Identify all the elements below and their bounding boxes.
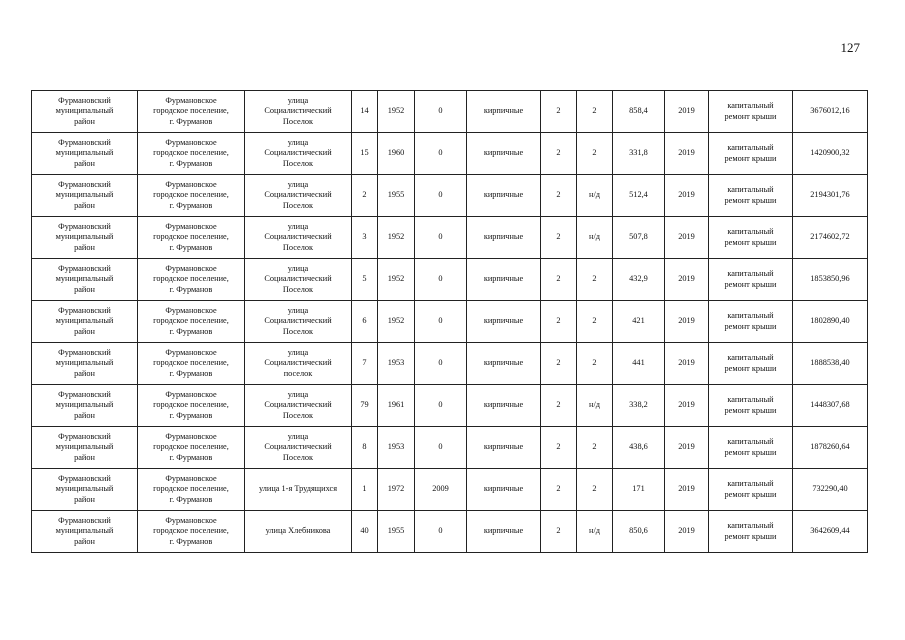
street-cell: улица Социалистический Поселок [245, 217, 352, 259]
floors-cell: 2 [541, 385, 577, 427]
cost-cell: 1888538,40 [793, 343, 868, 385]
wall-material-cell: кирпичные [467, 343, 541, 385]
area-cell: 432,9 [613, 259, 665, 301]
build-year-cell: 1952 [378, 217, 415, 259]
house-number-cell: 2 [352, 175, 378, 217]
area-cell: 171 [613, 469, 665, 511]
entrances-cell: 2 [577, 427, 613, 469]
entrances-cell: 2 [577, 343, 613, 385]
table-row [32, 301, 868, 343]
house-number-cell: 6 [352, 301, 378, 343]
renovation-year-cell: 0 [415, 259, 467, 301]
plan-year-cell: 2019 [665, 385, 709, 427]
plan-year-cell: 2019 [665, 427, 709, 469]
wall-material-cell: кирпичные [467, 301, 541, 343]
area-cell: 441 [613, 343, 665, 385]
wall-material-cell: кирпичные [467, 511, 541, 553]
settlement-cell: Фурмановское городское поселение, г. Фурманов [138, 511, 245, 553]
floors-cell: 2 [541, 469, 577, 511]
plan-year-cell: 2019 [665, 217, 709, 259]
plan-year-cell: 2019 [665, 175, 709, 217]
cost-cell: 1420900,32 [793, 133, 868, 175]
entrances-cell: н/д [577, 511, 613, 553]
wall-material-cell: кирпичные [467, 259, 541, 301]
table-row [32, 511, 868, 553]
housing-repair-table [31, 90, 868, 553]
build-year-cell: 1961 [378, 385, 415, 427]
plan-year-cell: 2019 [665, 301, 709, 343]
renovation-year-cell: 0 [415, 91, 467, 133]
district-cell: Фурмановский муниципальный район [32, 133, 138, 175]
work-type-cell: капитальный ремонт крыши [709, 343, 793, 385]
street-cell: улица Социалистический Поселок [245, 133, 352, 175]
street-cell: улица Социалистический Поселок [245, 427, 352, 469]
district-cell: Фурмановский муниципальный район [32, 427, 138, 469]
work-type-cell: капитальный ремонт крыши [709, 427, 793, 469]
table-row [32, 133, 868, 175]
floors-cell: 2 [541, 133, 577, 175]
cost-cell: 1802890,40 [793, 301, 868, 343]
work-type-cell: капитальный ремонт крыши [709, 469, 793, 511]
renovation-year-cell: 0 [415, 427, 467, 469]
entrances-cell: 2 [577, 259, 613, 301]
area-cell: 850,6 [613, 511, 665, 553]
wall-material-cell: кирпичные [467, 385, 541, 427]
renovation-year-cell: 2009 [415, 469, 467, 511]
street-cell: улица Социалистический Поселок [245, 91, 352, 133]
street-cell: улица 1-я Трудящихся [245, 469, 352, 511]
wall-material-cell: кирпичные [467, 427, 541, 469]
district-cell: Фурмановский муниципальный район [32, 217, 138, 259]
house-number-cell: 8 [352, 427, 378, 469]
wall-material-cell: кирпичные [467, 133, 541, 175]
area-cell: 438,6 [613, 427, 665, 469]
renovation-year-cell: 0 [415, 385, 467, 427]
settlement-cell: Фурмановское городское поселение, г. Фурманов [138, 427, 245, 469]
build-year-cell: 1953 [378, 343, 415, 385]
plan-year-cell: 2019 [665, 133, 709, 175]
entrances-cell: н/д [577, 385, 613, 427]
district-cell: Фурмановский муниципальный район [32, 469, 138, 511]
district-cell: Фурмановский муниципальный район [32, 511, 138, 553]
cost-cell: 2194301,76 [793, 175, 868, 217]
floors-cell: 2 [541, 343, 577, 385]
plan-year-cell: 2019 [665, 91, 709, 133]
table-row [32, 217, 868, 259]
floors-cell: 2 [541, 91, 577, 133]
table-row [32, 385, 868, 427]
cost-cell: 732290,40 [793, 469, 868, 511]
district-cell: Фурмановский муниципальный район [32, 91, 138, 133]
floors-cell: 2 [541, 427, 577, 469]
wall-material-cell: кирпичные [467, 91, 541, 133]
house-number-cell: 40 [352, 511, 378, 553]
page-number: 127 [840, 40, 860, 55]
area-cell: 507,8 [613, 217, 665, 259]
house-number-cell: 15 [352, 133, 378, 175]
entrances-cell: 2 [577, 91, 613, 133]
floors-cell: 2 [541, 217, 577, 259]
district-cell: Фурмановский муниципальный район [32, 175, 138, 217]
table-row [32, 343, 868, 385]
district-cell: Фурмановский муниципальный район [32, 343, 138, 385]
renovation-year-cell: 0 [415, 511, 467, 553]
settlement-cell: Фурмановское городское поселение, г. Фурманов [138, 385, 245, 427]
house-number-cell: 79 [352, 385, 378, 427]
build-year-cell: 1955 [378, 511, 415, 553]
house-number-cell: 1 [352, 469, 378, 511]
district-cell: Фурмановский муниципальный район [32, 301, 138, 343]
street-cell: улица Социалистический Поселок [245, 175, 352, 217]
settlement-cell: Фурмановское городское поселение, г. Фурманов [138, 175, 245, 217]
cost-cell: 3676012,16 [793, 91, 868, 133]
work-type-cell: капитальный ремонт крыши [709, 259, 793, 301]
wall-material-cell: кирпичные [467, 469, 541, 511]
street-cell: улица Хлебникова [245, 511, 352, 553]
house-number-cell: 14 [352, 91, 378, 133]
wall-material-cell: кирпичные [467, 217, 541, 259]
work-type-cell: капитальный ремонт крыши [709, 301, 793, 343]
build-year-cell: 1960 [378, 133, 415, 175]
table-body [32, 91, 868, 553]
street-cell: улица Социалистический Поселок [245, 259, 352, 301]
settlement-cell: Фурмановское городское поселение, г. Фурманов [138, 133, 245, 175]
settlement-cell: Фурмановское городское поселение, г. Фурманов [138, 217, 245, 259]
settlement-cell: Фурмановское городское поселение, г. Фурманов [138, 469, 245, 511]
work-type-cell: капитальный ремонт крыши [709, 511, 793, 553]
plan-year-cell: 2019 [665, 511, 709, 553]
floors-cell: 2 [541, 175, 577, 217]
street-cell: улица Социалистический поселок [245, 343, 352, 385]
work-type-cell: капитальный ремонт крыши [709, 175, 793, 217]
build-year-cell: 1952 [378, 91, 415, 133]
settlement-cell: Фурмановское городское поселение, г. Фурманов [138, 343, 245, 385]
entrances-cell: н/д [577, 175, 613, 217]
entrances-cell: 2 [577, 133, 613, 175]
build-year-cell: 1955 [378, 175, 415, 217]
plan-year-cell: 2019 [665, 259, 709, 301]
house-number-cell: 7 [352, 343, 378, 385]
settlement-cell: Фурмановское городское поселение, г. Фурманов [138, 259, 245, 301]
street-cell: улица Социалистический Поселок [245, 385, 352, 427]
renovation-year-cell: 0 [415, 217, 467, 259]
area-cell: 421 [613, 301, 665, 343]
cost-cell: 1878260,64 [793, 427, 868, 469]
house-number-cell: 5 [352, 259, 378, 301]
build-year-cell: 1953 [378, 427, 415, 469]
floors-cell: 2 [541, 301, 577, 343]
cost-cell: 2174602,72 [793, 217, 868, 259]
renovation-year-cell: 0 [415, 343, 467, 385]
area-cell: 331,8 [613, 133, 665, 175]
renovation-year-cell: 0 [415, 133, 467, 175]
settlement-cell: Фурмановское городское поселение, г. Фурманов [138, 91, 245, 133]
entrances-cell: 2 [577, 469, 613, 511]
floors-cell: 2 [541, 259, 577, 301]
table-row [32, 427, 868, 469]
entrances-cell: 2 [577, 301, 613, 343]
cost-cell: 3642609,44 [793, 511, 868, 553]
street-cell: улица Социалистический Поселок [245, 301, 352, 343]
floors-cell: 2 [541, 511, 577, 553]
build-year-cell: 1952 [378, 301, 415, 343]
table-row [32, 469, 868, 511]
settlement-cell: Фурмановское городское поселение, г. Фурманов [138, 301, 245, 343]
build-year-cell: 1972 [378, 469, 415, 511]
renovation-year-cell: 0 [415, 301, 467, 343]
plan-year-cell: 2019 [665, 343, 709, 385]
district-cell: Фурмановский муниципальный район [32, 385, 138, 427]
build-year-cell: 1952 [378, 259, 415, 301]
entrances-cell: н/д [577, 217, 613, 259]
table-row [32, 259, 868, 301]
work-type-cell: капитальный ремонт крыши [709, 133, 793, 175]
work-type-cell: капитальный ремонт крыши [709, 217, 793, 259]
area-cell: 858,4 [613, 91, 665, 133]
table-row [32, 91, 868, 133]
house-number-cell: 3 [352, 217, 378, 259]
area-cell: 338,2 [613, 385, 665, 427]
table-row [32, 175, 868, 217]
district-cell: Фурмановский муниципальный район [32, 259, 138, 301]
wall-material-cell: кирпичные [467, 175, 541, 217]
cost-cell: 1853850,96 [793, 259, 868, 301]
work-type-cell: капитальный ремонт крыши [709, 91, 793, 133]
work-type-cell: капитальный ремонт крыши [709, 385, 793, 427]
cost-cell: 1448307,68 [793, 385, 868, 427]
renovation-year-cell: 0 [415, 175, 467, 217]
plan-year-cell: 2019 [665, 469, 709, 511]
area-cell: 512,4 [613, 175, 665, 217]
